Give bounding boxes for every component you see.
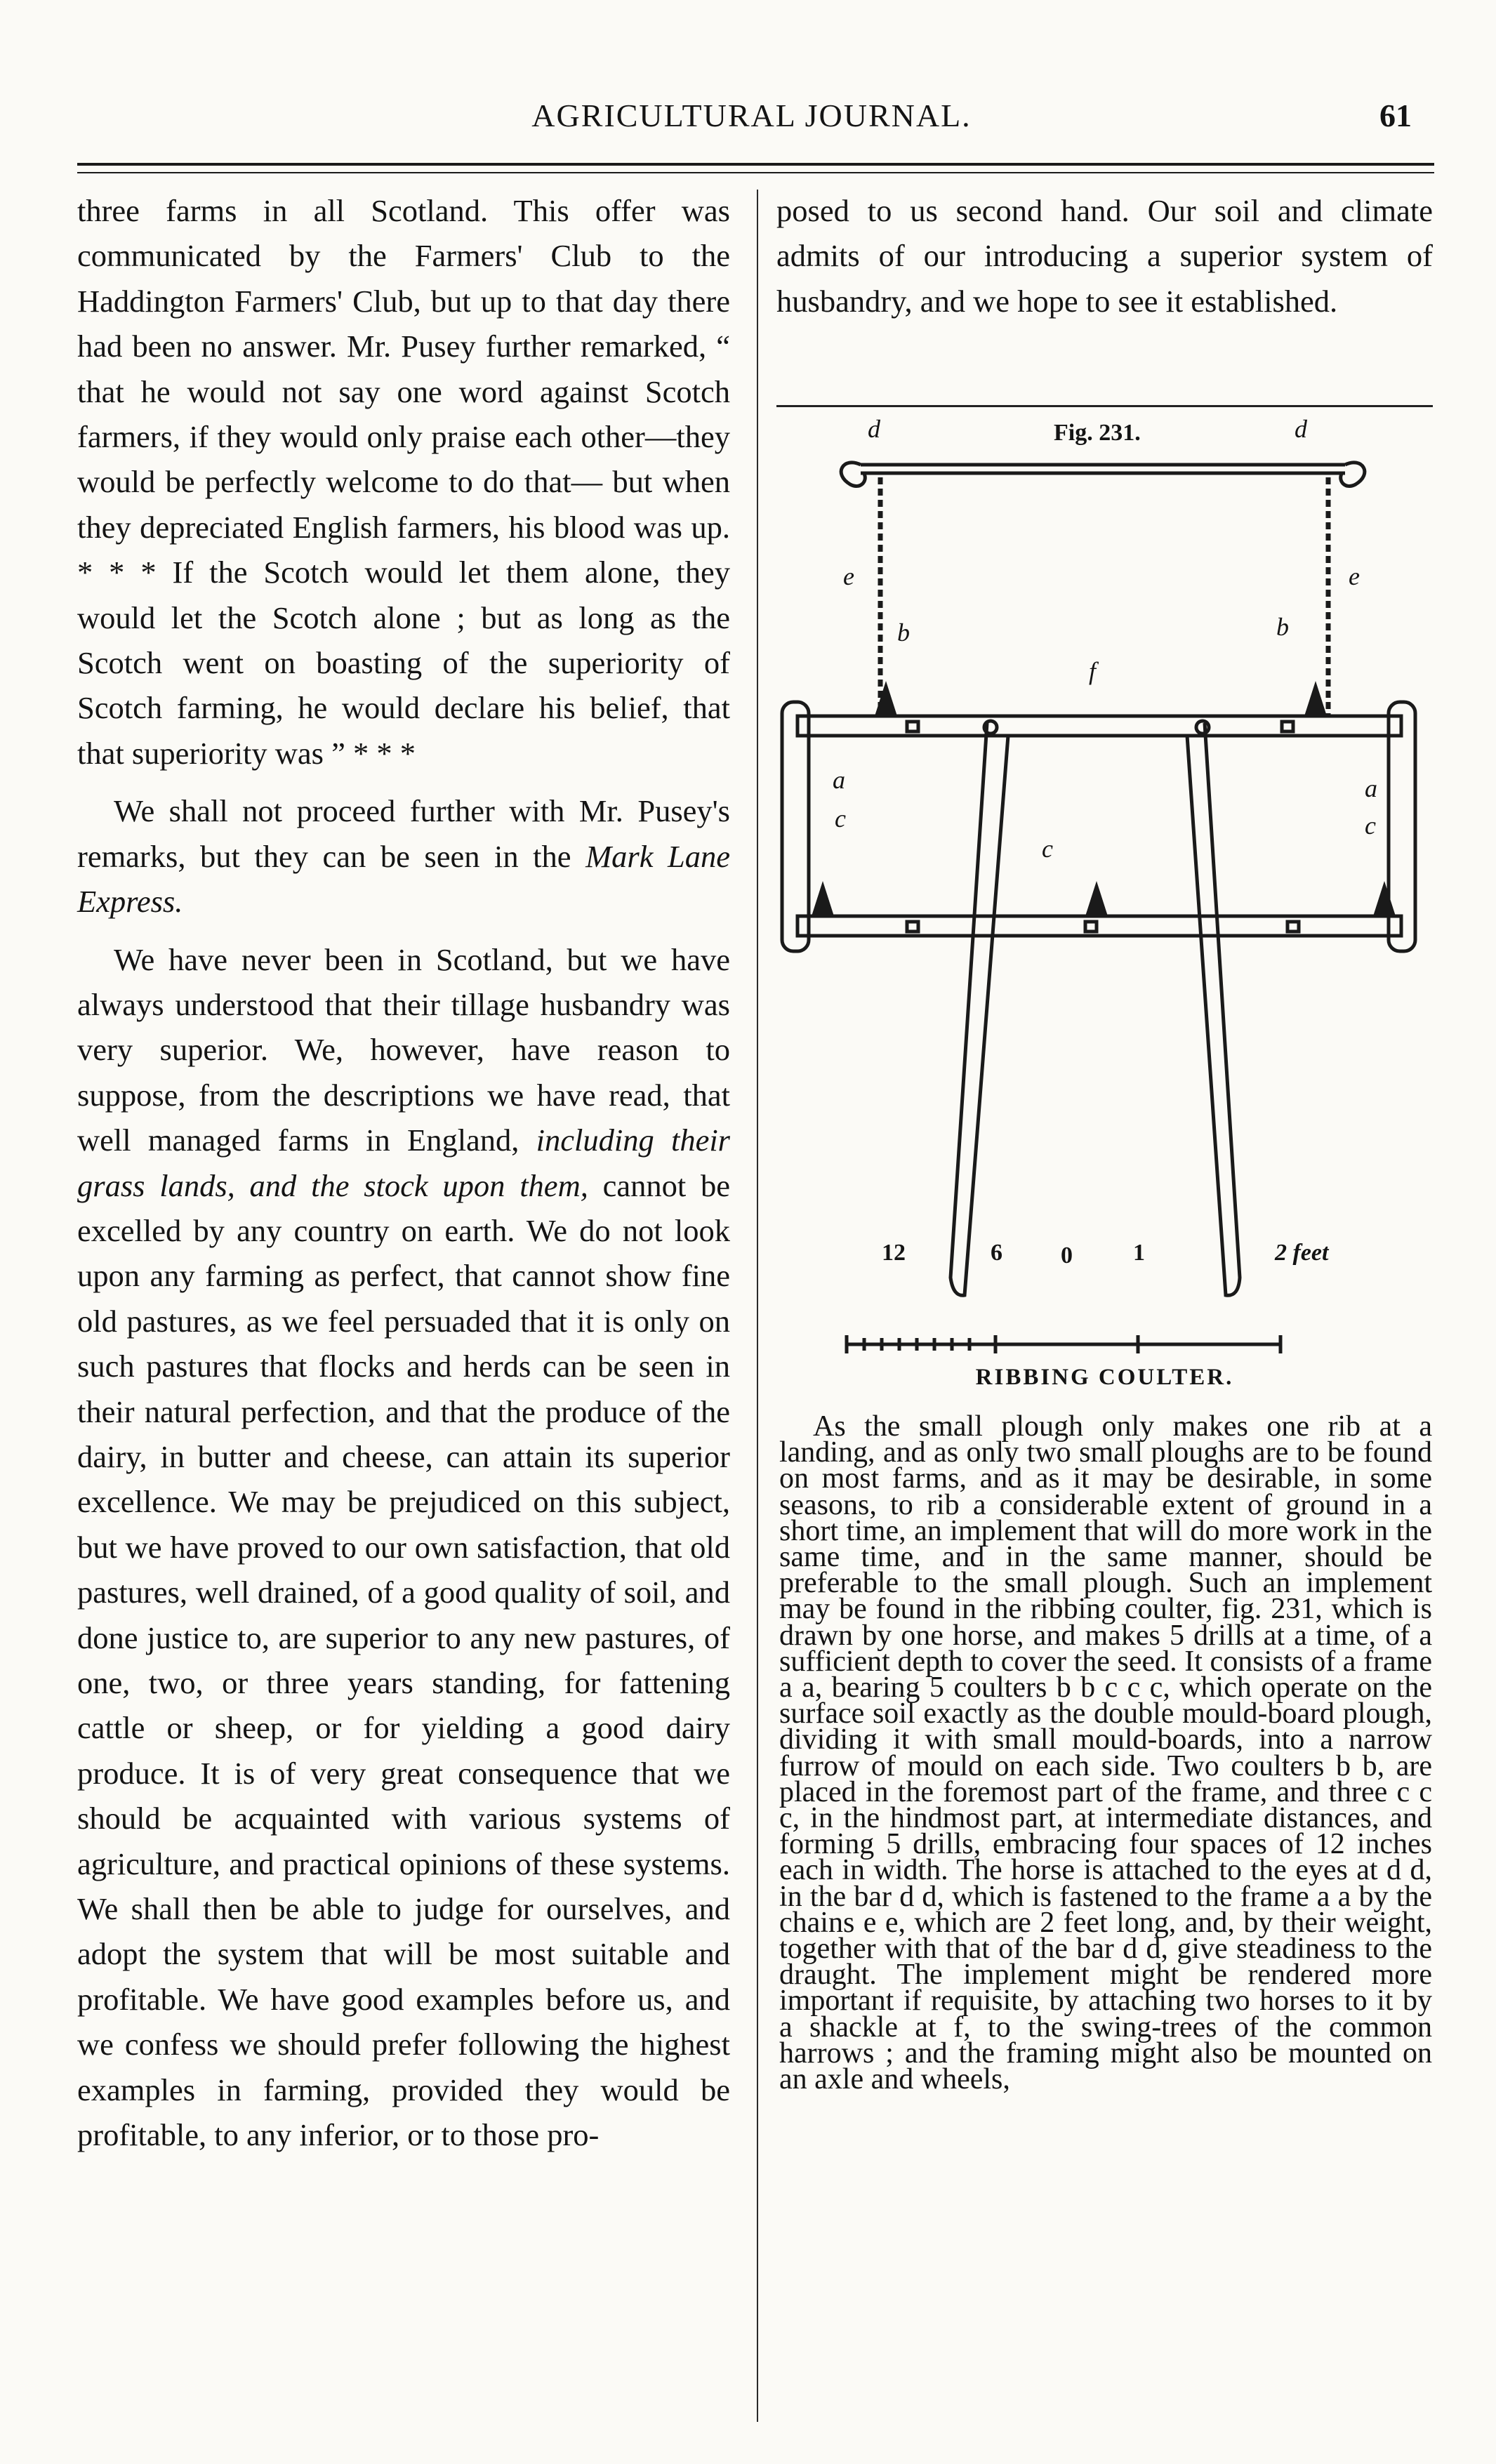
right-column-top <box>776 188 1433 324</box>
right-paragraph-2: As the small plough only makes one rib at a landing, and as only two small ploughs are to be found on most farms, and as it may be desirable, in some seasons, to rib a considerable extent of ground in a short time, an implement that will do more work in the same time, and in the same manner, should be preferable to the small plough. Such an implement may be found in the ribbing coulter, fig. 231, which is drawn by one horse, and makes 5 drills at a time, of a sufficient depth to cover the seed. It consists of a frame a a, bearing 5 coulters b b c c c, which operate on the surface soil exactly as the double mould-board plough, dividing it with small mould-boards, into a narrow furrow of mould on each side. Two coulters b b, are placed in the foremost part of the frame, and three c c c, in the hindmost part, at intermediate distances, and forming 5 drills, embracing four spaces of 12 inches each in width. The horse is attached to the eyes at d d, in the bar d d, which is fastened to the frame a a by the chains e e, which are 2 feet long, and, by their weight, together with that of the bar d d, give steadiness to the draught. The implement might be rendered more important if requisite, by attaching two horses to it by a shackle at f, to the swing-trees of the common harrows ; and the framing might also be mounted on an axle and wheels, <box>779 1410 1432 2096</box>
header-rule-thick <box>77 163 1434 166</box>
scale-label-6: 6 <box>991 1240 1002 1266</box>
left-paragraph-2-text: We shall not proceed further with Mr. Pusey's remarks, but they can be seen in the <box>77 793 730 874</box>
scale-label-12: 12 <box>882 1240 906 1266</box>
left-paragraph-3-text-a: We have never been in Scotland, but we have always understood that their tillage husbandry was very superior. We, however, have reason to suppose, from the descriptions we have read, that well managed farms in England, <box>77 941 730 1158</box>
label-c-left: c <box>835 804 846 833</box>
page-header <box>77 97 1426 146</box>
figure-caption: RIBBING COULTER. <box>975 1365 1234 1390</box>
figure-label: Fig. 231. <box>1054 420 1141 446</box>
label-e-right: e <box>1349 562 1360 590</box>
label-c-middle: c <box>1042 835 1053 863</box>
scale-label-0: 0 <box>1061 1243 1073 1269</box>
figure-ribbing-coulter <box>776 414 1433 1362</box>
label-e-left: e <box>843 562 854 590</box>
left-column <box>77 188 730 2157</box>
label-c-right: c <box>1365 812 1376 840</box>
label-d-right: d <box>1295 415 1307 443</box>
scale-label-1: 1 <box>1133 1240 1145 1266</box>
left-paragraph-1: three farms in all Scotland. This offer was communicated by the Farmers' Club to the Haddington Farmers' Club, but up to that day there had been no answer. Mr. Pusey further remarked, “ that he would not say one word against Scotch farmers, if they would only praise each other—they would be perfectly welcome to do that— but when they depreciated English farmers, his blood was up. * * * If the Scotch would let them alone, they would let the Scotch alone ; but as long as the Scotch went on boasting of the superiority of Scotch farming, he would declare his belief, that that superiority was ” * * * <box>77 193 730 771</box>
label-a-right: a <box>1365 774 1377 802</box>
right-column-bottom <box>779 1410 1432 2096</box>
left-paragraph-3-emphasis: including their grass lands, and the stock upon them, <box>77 1122 731 1203</box>
running-title: AGRICULTURAL JOURNAL. <box>531 98 972 133</box>
left-paragraph-3 <box>77 937 730 2158</box>
mark-lane-express: Mark Lane Express. <box>77 838 730 920</box>
label-d-left: d <box>868 415 880 443</box>
left-paragraph-3-text-b: cannot be excelled by any country on earth. We do not look upon any farming as perfect, that cannot show fine old pastures, as we feel persuaded that it is only on such pastures that flocks and herds can be seen in their natural perfection, and that the produce of the dairy, in butter and cheese, can attain its superior excellence. We may be prejudiced on this subject, but we have proved to our own satisfaction, that old pastures, well drained, of a good quality of soil, and done justice to, are superior to any new pastures, of one, two, or three years standing, for fattening cattle or sheep, or for yielding a good dairy produce. It is of very great consequence that we should be acquainted with various systems of agriculture, and practical opinions of these systems. We shall then be able to judge for ourselves, and adopt the system that will be most suitable and profitable. We have good examples before us, and we confess we should prefer following the highest examples in farming, provided they would be profitable, to any inferior, or to those pro- <box>77 1167 730 2153</box>
left-paragraph-2 <box>77 788 730 924</box>
column-divider <box>757 190 758 2422</box>
label-b-left: b <box>897 618 910 647</box>
scale-label-2-feet: 2 feet <box>1275 1240 1329 1266</box>
label-b-right: b <box>1276 613 1289 641</box>
label-f: f <box>1089 657 1097 685</box>
figure-rule <box>776 405 1433 407</box>
right-paragraph-1: posed to us second hand. Our soil and climate admits of our introducing a superior system of husbandry, and we hope to see it established. <box>776 193 1433 319</box>
header-rule-thin <box>77 172 1434 173</box>
ribbing-coulter-drawing <box>776 414 1433 1362</box>
page-number: 61 <box>1379 98 1412 133</box>
label-a-left: a <box>833 766 845 794</box>
